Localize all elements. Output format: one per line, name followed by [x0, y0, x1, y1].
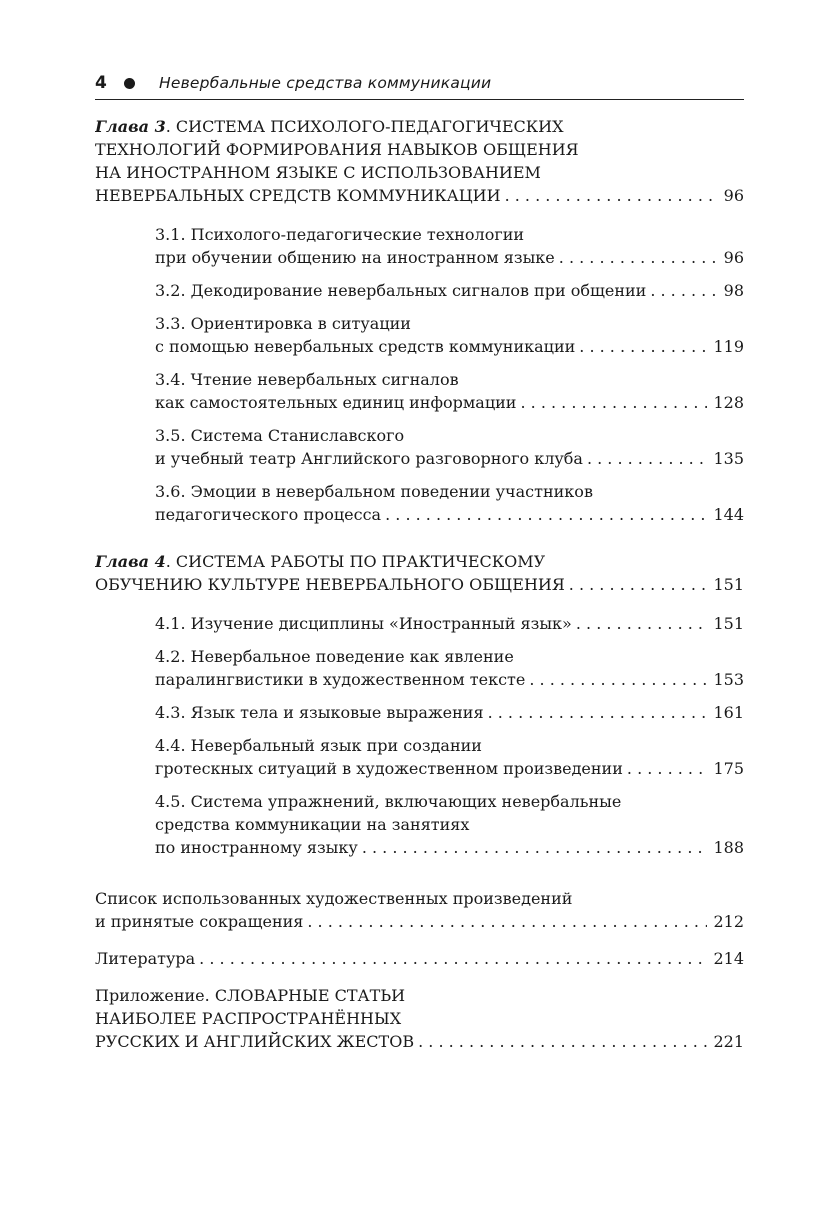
running-title: Невербальные средства коммуникации	[159, 74, 492, 92]
dot-leader	[650, 279, 717, 302]
page-ref: 221	[713, 1032, 744, 1051]
page-ref: 135	[713, 449, 744, 468]
entry-last-line	[155, 246, 744, 269]
entry-text: . СИСТЕМА ПСИХОЛОГО-ПЕДАГОГИЧЕСКИХ	[165, 117, 564, 136]
entry-title: паралингвистики в художественном тексте	[155, 670, 526, 689]
dot-leader	[385, 503, 707, 526]
back-matter-entry	[95, 947, 744, 970]
chapter-heading	[95, 550, 744, 596]
entry-text: НАИБОЛЕЕ РАСПРОСТРАНЁННЫХ	[95, 1009, 402, 1028]
entry-last-line	[95, 184, 744, 207]
entry-line	[95, 161, 744, 184]
dot-leader	[418, 1030, 707, 1053]
entry-title: Литература	[95, 949, 196, 968]
entry-title: 4.3. Язык тела и языковые выражения	[155, 703, 484, 722]
entry-line	[155, 813, 744, 836]
entry-line	[155, 368, 744, 391]
entry-last-line	[155, 503, 744, 526]
spacer	[95, 536, 744, 550]
page-ref: 119	[713, 337, 744, 356]
entry-last-line	[155, 701, 744, 724]
entry-last-line	[155, 836, 744, 859]
entry-text: ТЕХНОЛОГИЙ ФОРМИРОВАНИЯ НАВЫКОВ ОБЩЕНИЯ	[95, 140, 579, 159]
section-entry	[95, 312, 744, 358]
entry-text: НА ИНОСТРАННОМ ЯЗЫКЕ С ИСПОЛЬЗОВАНИЕМ	[95, 163, 541, 182]
entry-line	[95, 138, 744, 161]
page-ref: 128	[713, 393, 744, 412]
page-ref: 96	[723, 248, 744, 267]
dot-leader	[505, 184, 718, 207]
entry-last-line	[155, 668, 744, 691]
entry-last-line	[95, 947, 744, 970]
entry-text: 3.4. Чтение невербальных сигналов	[155, 370, 459, 389]
entry-text: 3.1. Психолого-педагогические технологии	[155, 225, 525, 244]
dot-leader	[559, 246, 718, 269]
section-entry	[95, 480, 744, 526]
entry-last-line	[155, 279, 744, 302]
dot-leader	[488, 701, 708, 724]
entry-line	[95, 1007, 744, 1030]
entry-line	[155, 790, 744, 813]
entry-title: по иностранному языку	[155, 838, 358, 857]
entry-text: Список использованных художественных произведений	[95, 889, 573, 908]
section-entry	[95, 734, 744, 780]
entry-text: 3.3. Ориентировка в ситуации	[155, 314, 411, 333]
entry-title: и принятые сокращения	[95, 912, 304, 931]
entry-text: . СИСТЕМА РАБОТЫ ПО ПРАКТИЧЕСКОМУ	[165, 552, 546, 571]
section-entry	[95, 790, 744, 859]
page-ref: 98	[723, 281, 744, 300]
entry-line	[155, 424, 744, 447]
section-entry	[95, 368, 744, 414]
entry-last-line	[155, 391, 744, 414]
spacer	[95, 869, 744, 883]
chapter-label: Глава 4	[95, 552, 166, 571]
entry-line	[95, 887, 744, 910]
entry-title: РУССКИХ И АНГЛИЙСКИХ ЖЕСТОВ	[95, 1032, 415, 1051]
page-header	[95, 73, 744, 100]
entry-title: и учебный театр Английского разговорного клуба	[155, 449, 583, 468]
chapter-label: Глава 3	[95, 117, 166, 136]
entry-line	[155, 480, 744, 503]
entry-text: 4.2. Невербальное поведение как явление	[155, 647, 514, 666]
section-entry	[95, 612, 744, 635]
dot-leader	[587, 447, 708, 470]
page-ref: 212	[713, 912, 744, 931]
entry-line	[155, 645, 744, 668]
entry-last-line	[155, 447, 744, 470]
entry-text: 4.5. Система упражнений, включающих невербальные	[155, 792, 622, 811]
page-ref: 214	[713, 949, 744, 968]
entry-line	[95, 115, 744, 138]
entry-title: 3.2. Декодирование невербальных сигналов при общении	[155, 281, 647, 300]
entry-last-line	[155, 335, 744, 358]
entry-line	[95, 550, 744, 573]
page-ref: 153	[713, 670, 744, 689]
dot-leader	[579, 335, 707, 358]
section-entry	[95, 645, 744, 691]
entry-title: как самостоятельных единиц информации	[155, 393, 517, 412]
entry-line	[155, 312, 744, 335]
page-ref: 151	[713, 575, 744, 594]
dot-leader	[362, 836, 708, 859]
entry-last-line	[95, 1030, 744, 1053]
entry-title: НЕВЕРБАЛЬНЫХ СРЕДСТВ КОММУНИКАЦИИ	[95, 186, 501, 205]
bullet-icon	[124, 78, 135, 89]
entry-last-line	[155, 757, 744, 780]
page-ref: 175	[713, 759, 744, 778]
back-matter-entry	[95, 984, 744, 1053]
page-ref: 161	[713, 703, 744, 722]
dot-leader	[627, 757, 708, 780]
page-ref: 188	[713, 838, 744, 857]
dot-leader	[520, 391, 707, 414]
page-ref: 151	[713, 614, 744, 633]
entry-title: педагогического процесса	[155, 505, 382, 524]
entry-text: 3.6. Эмоции в невербальном поведении участников	[155, 482, 593, 501]
entry-title: при обучении общению на иностранном языке	[155, 248, 555, 267]
section-entry	[95, 279, 744, 302]
table-of-contents	[95, 115, 744, 1067]
page-number: 4	[95, 73, 107, 93]
entry-line	[155, 223, 744, 246]
entry-title: гротескных ситуаций в художественном произведении	[155, 759, 623, 778]
entry-last-line	[155, 612, 744, 635]
entry-text: 3.5. Система Станиславского	[155, 426, 405, 445]
section-entry	[95, 424, 744, 470]
entry-line	[155, 734, 744, 757]
entry-title: 4.1. Изучение дисциплины «Иностранный язык»	[155, 614, 572, 633]
section-entry	[95, 223, 744, 269]
entry-text: средства коммуникации на занятиях	[155, 815, 470, 834]
dot-leader	[529, 668, 707, 691]
entry-text: 4.4. Невербальный язык при создании	[155, 736, 482, 755]
page-ref: 96	[723, 186, 744, 205]
entry-last-line	[95, 910, 744, 933]
entry-title: ОБУЧЕНИЮ КУЛЬТУРЕ НЕВЕРБАЛЬНОГО ОБЩЕНИЯ	[95, 575, 565, 594]
entry-line	[95, 984, 744, 1007]
page-ref: 144	[713, 505, 744, 524]
entry-last-line	[95, 573, 744, 596]
back-matter-entry	[95, 887, 744, 933]
dot-leader	[569, 573, 708, 596]
chapter-heading	[95, 115, 744, 207]
dot-leader	[576, 612, 708, 635]
entry-text: Приложение. СЛОВАРНЫЕ СТАТЬИ	[95, 986, 406, 1005]
dot-leader	[307, 910, 707, 933]
entry-title: с помощью невербальных средств коммуникации	[155, 337, 576, 356]
dot-leader	[199, 947, 707, 970]
section-entry	[95, 701, 744, 724]
